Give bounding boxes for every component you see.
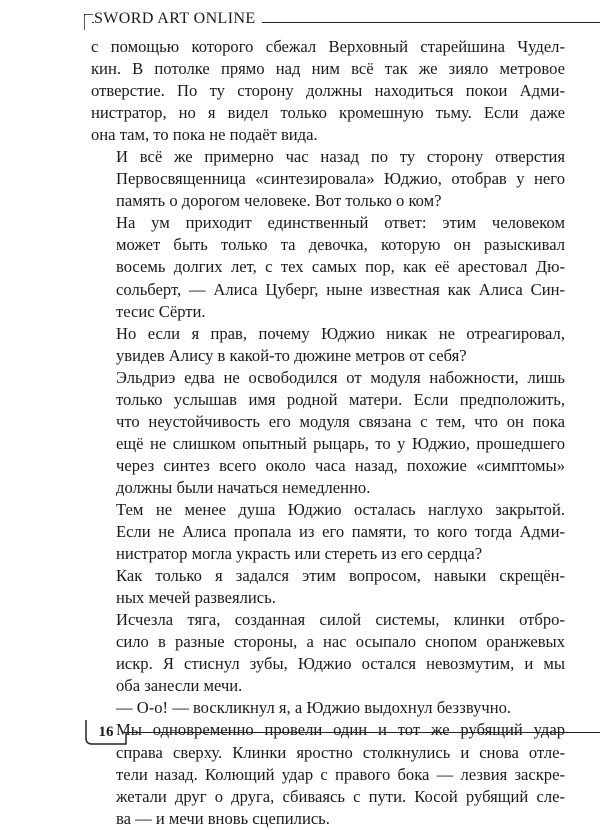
- text-line: ных мечей развеялись.: [116, 588, 276, 608]
- text-line: Эльдриэ едва не освободился от модуля набожности, лишь: [116, 367, 565, 387]
- paragraph: [91, 609, 565, 697]
- text-line: она там, то пока не подаёт вида.: [91, 125, 318, 145]
- text-line: Первосвященница «синтезировала» Юджио, отобрав у него: [116, 169, 565, 189]
- text-line: тели назад. Колющий удар с правого бока — лезвия заскре-: [116, 764, 565, 784]
- text-line: И всё же примерно час назад по ту сторону отверстия: [116, 147, 565, 167]
- paragraph: [91, 499, 565, 565]
- text-line: память о дорогом человеке. Вот только о ком?: [116, 191, 442, 211]
- text-line: ещё не слишком опытный рыцарь, то у Юджио, прошедшего: [116, 433, 565, 453]
- book-series-title: SWORD ART ONLINE: [94, 10, 262, 28]
- text-line: сольберт, — Алиса Цуберг, ныне известная как Алиса Син-: [116, 279, 565, 299]
- footer-rule: [124, 732, 600, 733]
- text-line: — О-о! — воскликнул я, а Юджио выдохнул беззвучно.: [116, 698, 512, 718]
- text-line: искр. Я стиснул зубы, Юджио остался невозмутим, и мы: [116, 654, 565, 674]
- paragraph: [91, 36, 565, 146]
- text-line: через синтез всего около часа назад, похожие «симптомы»: [116, 455, 565, 475]
- text-line: справа сверху. Клинки яростно столкнулись и снова отле-: [116, 742, 565, 762]
- text-line: Если не Алиса пропала из его памяти, то кого тогда Адми-: [116, 522, 565, 542]
- page-number: 16: [98, 724, 114, 740]
- text-line: На ум приходит единственный ответ: этим человеком: [116, 213, 565, 233]
- running-header: [0, 0, 600, 30]
- text-line: ва — и мечи вновь сцепились.: [116, 808, 330, 828]
- text-line: кин. В потолке прямо над ним всё так же зияло метровое: [91, 59, 565, 79]
- text-line: нистратор могла украсть или стереть из его сердца?: [116, 544, 483, 564]
- text-line: Как только я задался этим вопросом, навыки скрещён-: [116, 566, 565, 586]
- page-footer: [0, 708, 600, 748]
- text-line: восемь долгих лет, с тех самых пор, как её арестовал Дю-: [116, 257, 565, 277]
- paragraph: [91, 146, 565, 212]
- paragraph: [91, 565, 565, 609]
- text-line: должны были начаться немедленно.: [116, 477, 371, 497]
- text-line: Исчезла тяга, созданная силой системы, клинки отбро-: [116, 610, 565, 630]
- paragraph: [91, 212, 565, 322]
- text-line: сило в разные стороны, а нас осыпало снопом оранжевых: [116, 632, 565, 652]
- text-line: может быть только та девочка, которую он разыскивал: [116, 235, 565, 255]
- paragraph: [91, 323, 565, 367]
- text-line: что неустойчивость его модуля связана с тем, что он пока: [116, 411, 565, 431]
- text-line: отверстие. По ту сторону должны находиться покои Адми-: [91, 81, 565, 101]
- text-line: нистратор, но я видел только кромешную тьму. Если даже: [91, 103, 565, 123]
- text-line: только услышав имя родной матери. Если предположить,: [116, 389, 565, 409]
- header-bracket-ornament: [84, 14, 94, 30]
- paragraph: [91, 367, 565, 499]
- text-line: жетали друг о друга, сбиваясь с пути. Косой рубящий сле-: [116, 786, 565, 806]
- text-line: с помощью которого сбежал Верховный старейшина Чудел-: [91, 37, 565, 56]
- text-line: Тем не менее душа Юджио осталась наглухо закрытой.: [116, 499, 565, 519]
- text-line: увидев Алису в какой-то дюжине метров от себя?: [116, 345, 467, 365]
- text-line: тесис Сёрти.: [116, 301, 206, 321]
- text-line: оба занесли мечи.: [116, 676, 243, 696]
- text-line: Но если я прав, почему Юджио никак не отреагировал,: [116, 323, 565, 343]
- text-line: Мы одновременно провели один и тот же рубящий удар: [116, 720, 565, 740]
